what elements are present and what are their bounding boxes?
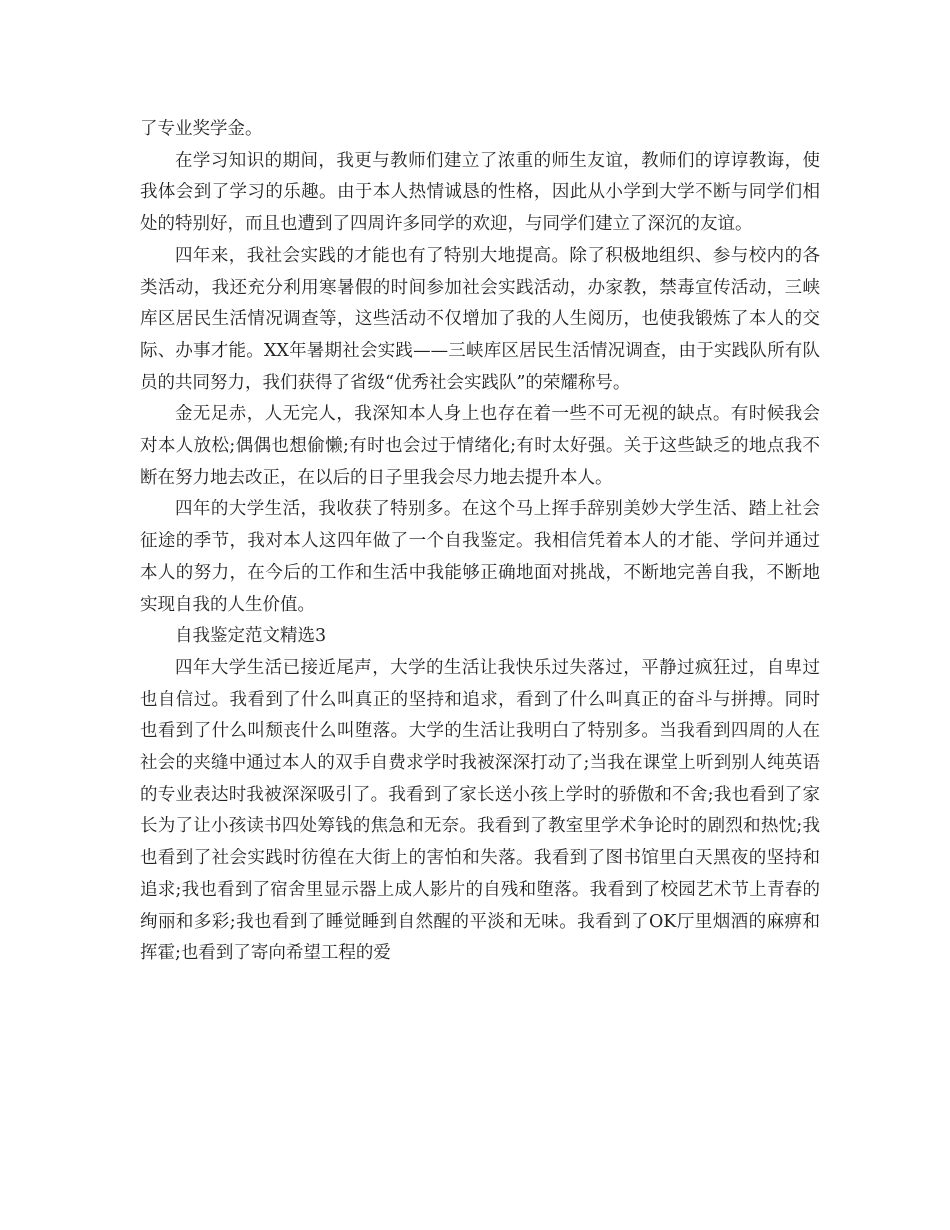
paragraph-1: 了专业奖学金。 [140, 119, 263, 139]
paragraph-4: 金无足赤，人无完人，我深知本人身上也存在着一些不可无视的缺点。有时候我会对本人放松;偶偶也想偷懒;有时也会过于情绪化;有时太好强。关于这些缺乏的地点我不断在努力地去改正，在以后的日子里我会尽力地去提升本人。 [140, 404, 820, 488]
paragraph-2: 在学习知识的期间，我更与教师们建立了浓重的师生友谊，教师们的谆谆教诲，使我体会到了学习的乐趣。由于本人热情诚恳的性格，因此从小学到大学不断与同学们相处的特别好，而且也遭到了四周许多同学的欢迎，与同学们建立了深沉的友谊。 [140, 150, 820, 235]
paragraph-6: 四年大学生活已接近尾声，大学的生活让我快乐过失落过，平静过疯狂过，自卑过也自信过。我看到了什么叫真正的坚持和追求，看到了什么叫真正的奋斗与拼搏。同时也看到了什么叫颓丧什么叫堕落。大学的生活让我明白了特别多。当我看到四周的人在社会的夹缝中通过本人的双手自费求学时我被深深打动了;当我在课堂上听到别人纯英语的专业表达时我被深深吸引了。我看到了家长送小孩上学时的骄傲和不舍;我也看到了家长为了让小孩读书四处筹钱的焦急和无奈。我看到了教室里学术争论时的剧烈和热忱;我也看到了社会实践时彷徨在大街上的害怕和失落。我看到了图书馆里白天黑夜的坚持和追求;我也看到了宿舍里显示器上成人影片的自残和堕落。我看到了校园艺术节上青春的绚丽和多彩;我也看到了睡觉睡到自然醒的平淡和无味。我看到了OK厅里烟酒的麻痹和挥霍;也看到了寄向希望工程的爱 [140, 657, 820, 964]
paragraph-5: 四年的大学生活，我收获了特别多。在这个马上挥手辞别美妙大学生活、踏上社会征途的季节，我对本人这四年做了一个自我鉴定。我相信凭着本人的才能、学问并通过本人的努力，在今后的工作和生活中我能够正确地面对挑战，不断地完善自我，不断地实现自我的人生价值。 [140, 499, 820, 615]
section-heading: 自我鉴定范文精选3 [175, 626, 327, 647]
document-body [140, 114, 820, 970]
paragraph-3: 四年来，我社会实践的才能也有了特别大地提高。除了积极地组织、参与校内的各类活动，我还充分利用寒暑假的时间参加社会实践活动，办家教，禁毒宣传活动，三峡库区居民生活情况调查等，这些活动不仅增加了我的人生阅历，也使我锻炼了本人的交际、办事才能。XX年暑期社会实践——三峡库区居民生活情况调查，由于实践队所有队员的共同努力，我们获得了省级“优秀社会实践队”的荣耀称号。 [140, 245, 820, 393]
